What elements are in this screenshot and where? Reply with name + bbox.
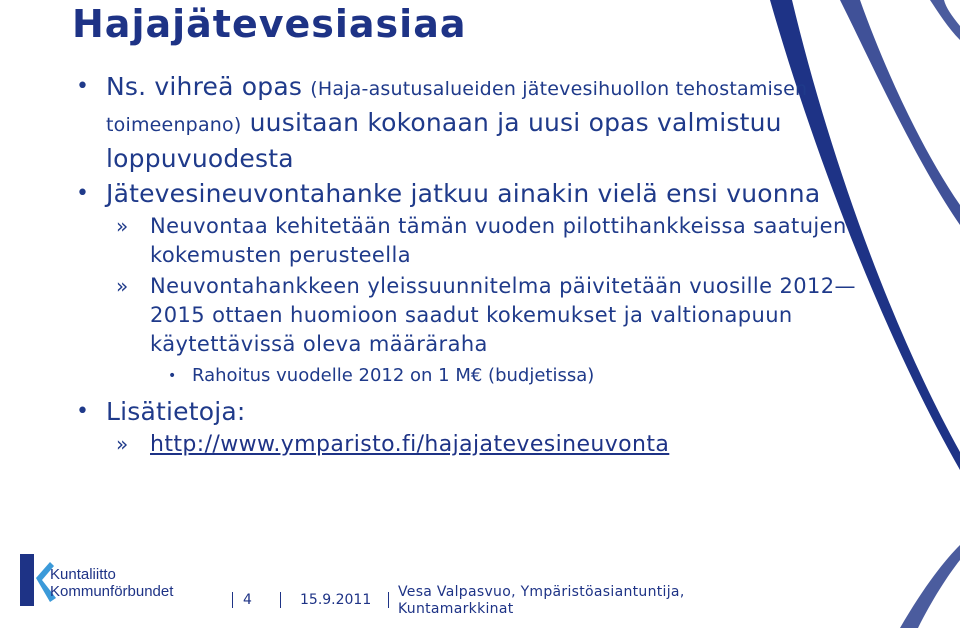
advisory-project-text: Jätevesineuvontahanke jatkuu ainakin vielä ensi vuonna [106, 179, 821, 208]
logo-line-fi: Kuntaliitto [50, 566, 116, 583]
green-guide-text-continued: uusitaan kokonaan ja uusi opas valmistuu loppuvuodesta [106, 108, 782, 173]
logo-text [50, 566, 173, 600]
funding-text: Rahoitus vuodelle 2012 on 1 M€ (budjetissa) [192, 365, 595, 386]
more-info-text: Lisätietoja: [106, 397, 246, 426]
bullet-marker: • [76, 181, 90, 206]
bullet-marker: • [76, 74, 90, 99]
general-plan-text: Neuvontahankkeen yleissuunnitelma päivitetään vuosille 2012—2015 ottaen huomioon saadut kokemukset ja valtionapuun käytettävissä oleva määräraha [150, 274, 856, 356]
footer-separator [280, 592, 281, 608]
slide-content [76, 70, 896, 461]
bullet-marker: • [168, 368, 177, 384]
page-number: 4 [243, 592, 252, 608]
sub-bullet-marker: » [116, 274, 129, 298]
footer-separator [388, 592, 389, 608]
sub-bullet-marker: » [116, 432, 129, 456]
bullet-marker: • [76, 399, 90, 424]
bullet-more-info [76, 395, 896, 428]
info-link[interactable]: http://www.ymparisto.fi/hajajatevesineuvonta [150, 432, 670, 457]
sub-sub-bullet-funding [76, 363, 896, 389]
pilot-projects-text: Neuvontaa kehitetään tämän vuoden pilottihankkeissa saatujen kokemusten perusteella [150, 214, 847, 267]
bullet-green-guide [76, 70, 896, 175]
sub-bullet-general-plan [76, 272, 896, 359]
sub-bullet-pilot-projects [76, 212, 896, 270]
footer-author [398, 584, 685, 618]
footer-date: 15.9.2011 [300, 592, 372, 608]
bullet-advisory-project [76, 177, 896, 210]
sub-bullet-link [76, 430, 896, 459]
page-title: Hajajätevesiasiaa [72, 2, 467, 46]
sub-bullet-marker: » [116, 214, 129, 238]
green-guide-text: Ns. vihreä opas [106, 72, 303, 101]
author-name-title: Vesa Valpasvuo, Ympäristöasiantuntija, [398, 584, 685, 600]
logo-line-sv: Kommunförbundet [50, 583, 174, 600]
footer-separator [232, 592, 233, 608]
green-guide-subtitle: (Haja-asutusalueiden jätevesihuollon tehostamisen toimeenpano) [106, 78, 808, 136]
author-event: Kuntamarkkinat [398, 601, 514, 617]
